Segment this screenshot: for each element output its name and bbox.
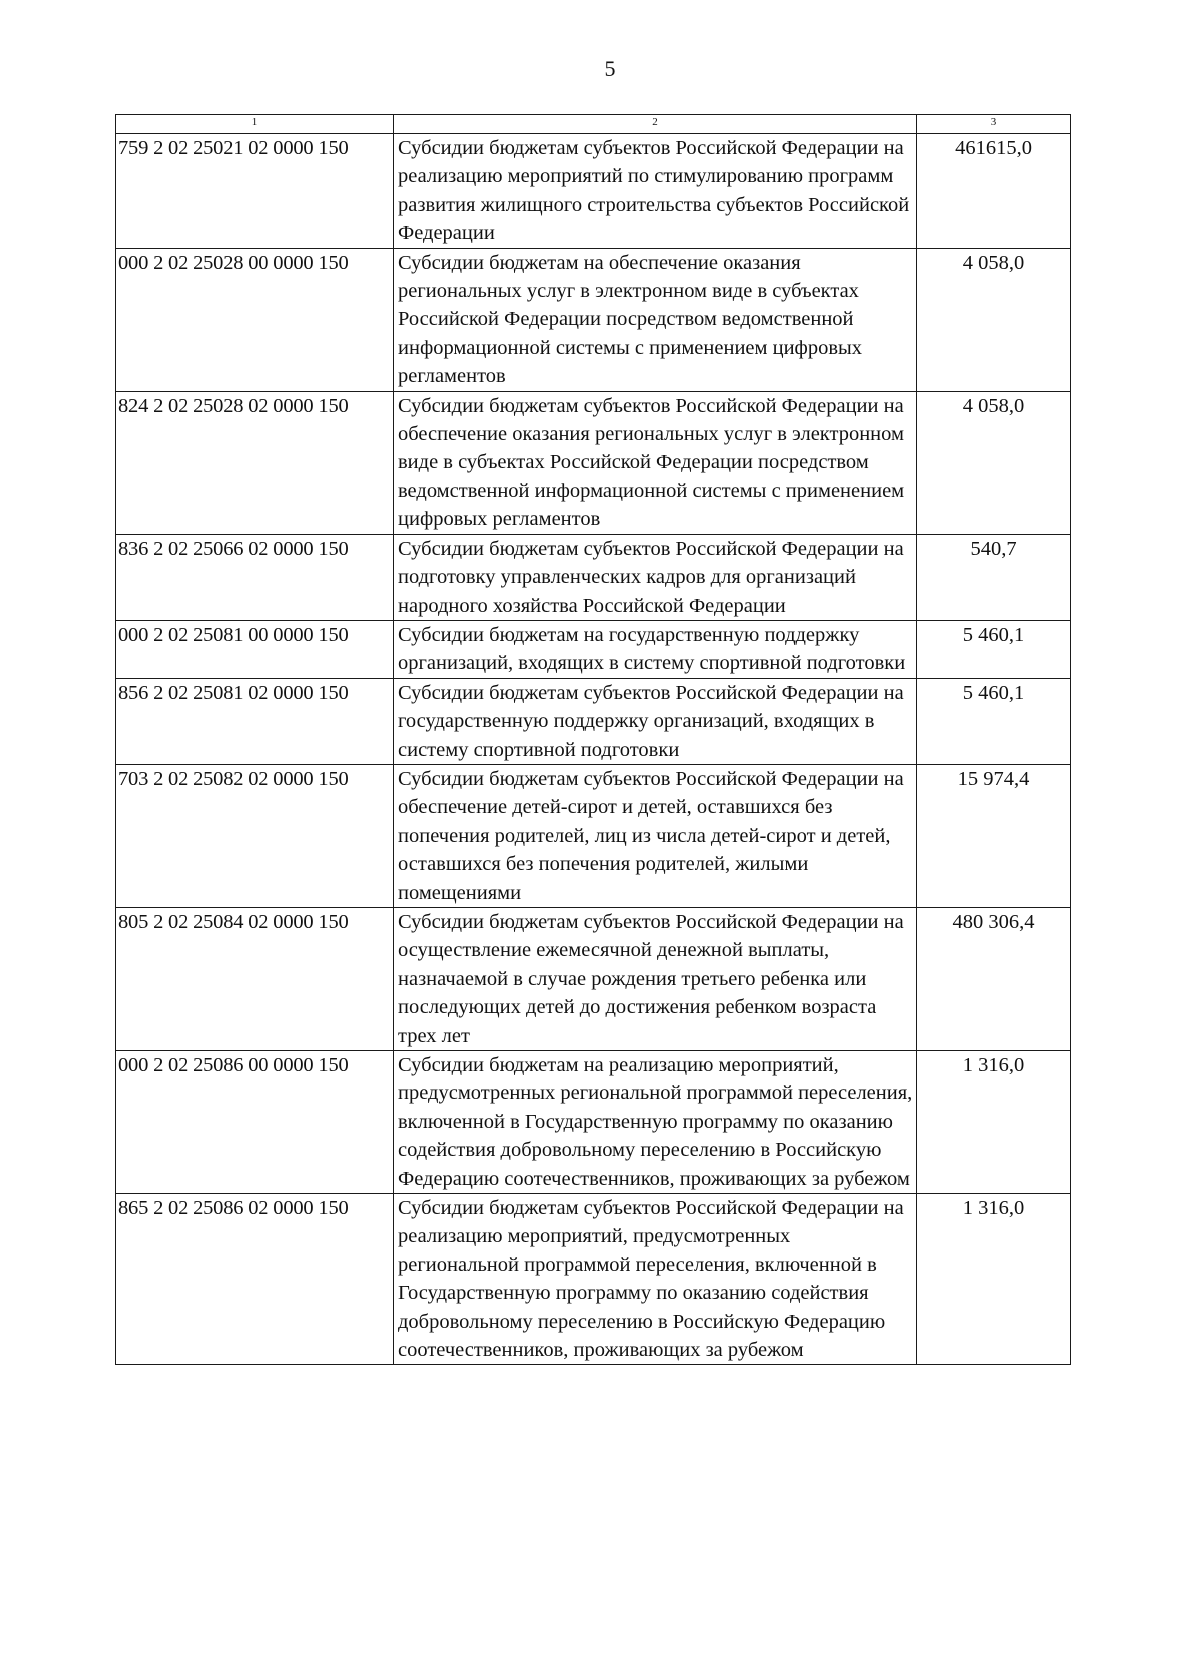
- row-amount: 1 316,0: [917, 1051, 1071, 1194]
- row-code: 836 2 02 25066 02 0000 150: [116, 534, 394, 620]
- budget-table: [115, 114, 1071, 1365]
- row-description: Субсидии бюджетам на обеспечение оказания региональных услуг в электронном виде в субъектах Российской Федерации посредством ведомственной информационной системы с применением цифровых регламентов: [394, 248, 917, 391]
- table-row: [116, 1051, 1071, 1194]
- row-code: 824 2 02 25028 02 0000 150: [116, 391, 394, 534]
- row-code: 865 2 02 25086 02 0000 150: [116, 1194, 394, 1365]
- table-row: [116, 391, 1071, 534]
- row-description: Субсидии бюджетам субъектов Российской Федерации на обеспечение детей-сирот и детей, оставшихся без попечения родителей, лиц из числа детей-сирот и детей, оставшихся без попечения родителей, жилыми помещениями: [394, 764, 917, 907]
- row-amount: 15 974,4: [917, 764, 1071, 907]
- table-row: [116, 678, 1071, 764]
- table-header-row: [116, 115, 1071, 134]
- row-code: 856 2 02 25081 02 0000 150: [116, 678, 394, 764]
- row-description: Субсидии бюджетам субъектов Российской Федерации на обеспечение оказания региональных услуг в электронном виде в субъектах Российской Федерации посредством ведомственной информационной системы с применением цифровых регламентов: [394, 391, 917, 534]
- row-description: Субсидии бюджетам на реализацию мероприятий, предусмотренных региональной программой переселения, включенной в Государственную программу по оказанию содействия добровольному переселению в Российскую Федерацию соотечественников, проживающих за рубежом: [394, 1051, 917, 1194]
- table-row: [116, 764, 1071, 907]
- row-amount: 5 460,1: [917, 678, 1071, 764]
- row-code: 703 2 02 25082 02 0000 150: [116, 764, 394, 907]
- row-description: Субсидии бюджетам субъектов Российской Федерации на государственную поддержку организаций, входящих в систему спортивной подготовки: [394, 678, 917, 764]
- table-row: [116, 620, 1071, 678]
- row-amount: 4 058,0: [917, 391, 1071, 534]
- column-header-2: 2: [394, 115, 917, 134]
- row-code: 805 2 02 25084 02 0000 150: [116, 907, 394, 1050]
- row-code: 000 2 02 25086 00 0000 150: [116, 1051, 394, 1194]
- column-header-1: 1: [116, 115, 394, 134]
- row-code: 759 2 02 25021 02 0000 150: [116, 134, 394, 249]
- table-row: [116, 134, 1071, 249]
- row-description: Субсидии бюджетам субъектов Российской Федерации на осуществление ежемесячной денежной выплаты, назначаемой в случае рождения третьего ребенка или последующих детей до достижения ребенком возраста трех лет: [394, 907, 917, 1050]
- row-amount: 461615,0: [917, 134, 1071, 249]
- row-code: 000 2 02 25028 00 0000 150: [116, 248, 394, 391]
- row-description: Субсидии бюджетам на государственную поддержку организаций, входящих в систему спортивной подготовки: [394, 620, 917, 678]
- column-header-3: 3: [917, 115, 1071, 134]
- row-amount: 1 316,0: [917, 1194, 1071, 1365]
- table-row: [116, 248, 1071, 391]
- row-amount: 480 306,4: [917, 907, 1071, 1050]
- row-amount: 540,7: [917, 534, 1071, 620]
- table-row: [116, 1194, 1071, 1365]
- row-amount: 5 460,1: [917, 620, 1071, 678]
- row-description: Субсидии бюджетам субъектов Российской Федерации на подготовку управленческих кадров для организаций народного хозяйства Российской Федерации: [394, 534, 917, 620]
- page-number: 5: [604, 56, 616, 81]
- row-amount: 4 058,0: [917, 248, 1071, 391]
- row-code: 000 2 02 25081 00 0000 150: [116, 620, 394, 678]
- table-row: [116, 534, 1071, 620]
- table-row: [116, 907, 1071, 1050]
- row-description: Субсидии бюджетам субъектов Российской Федерации на реализацию мероприятий по стимулированию программ развития жилищного строительства субъектов Российской Федерации: [394, 134, 917, 249]
- row-description: Субсидии бюджетам субъектов Российской Федерации на реализацию мероприятий, предусмотренных региональной программой переселения, включенной в Государственную программу по оказанию содействия добровольному переселению в Российскую Федерацию соотечественников, проживающих за рубежом: [394, 1194, 917, 1365]
